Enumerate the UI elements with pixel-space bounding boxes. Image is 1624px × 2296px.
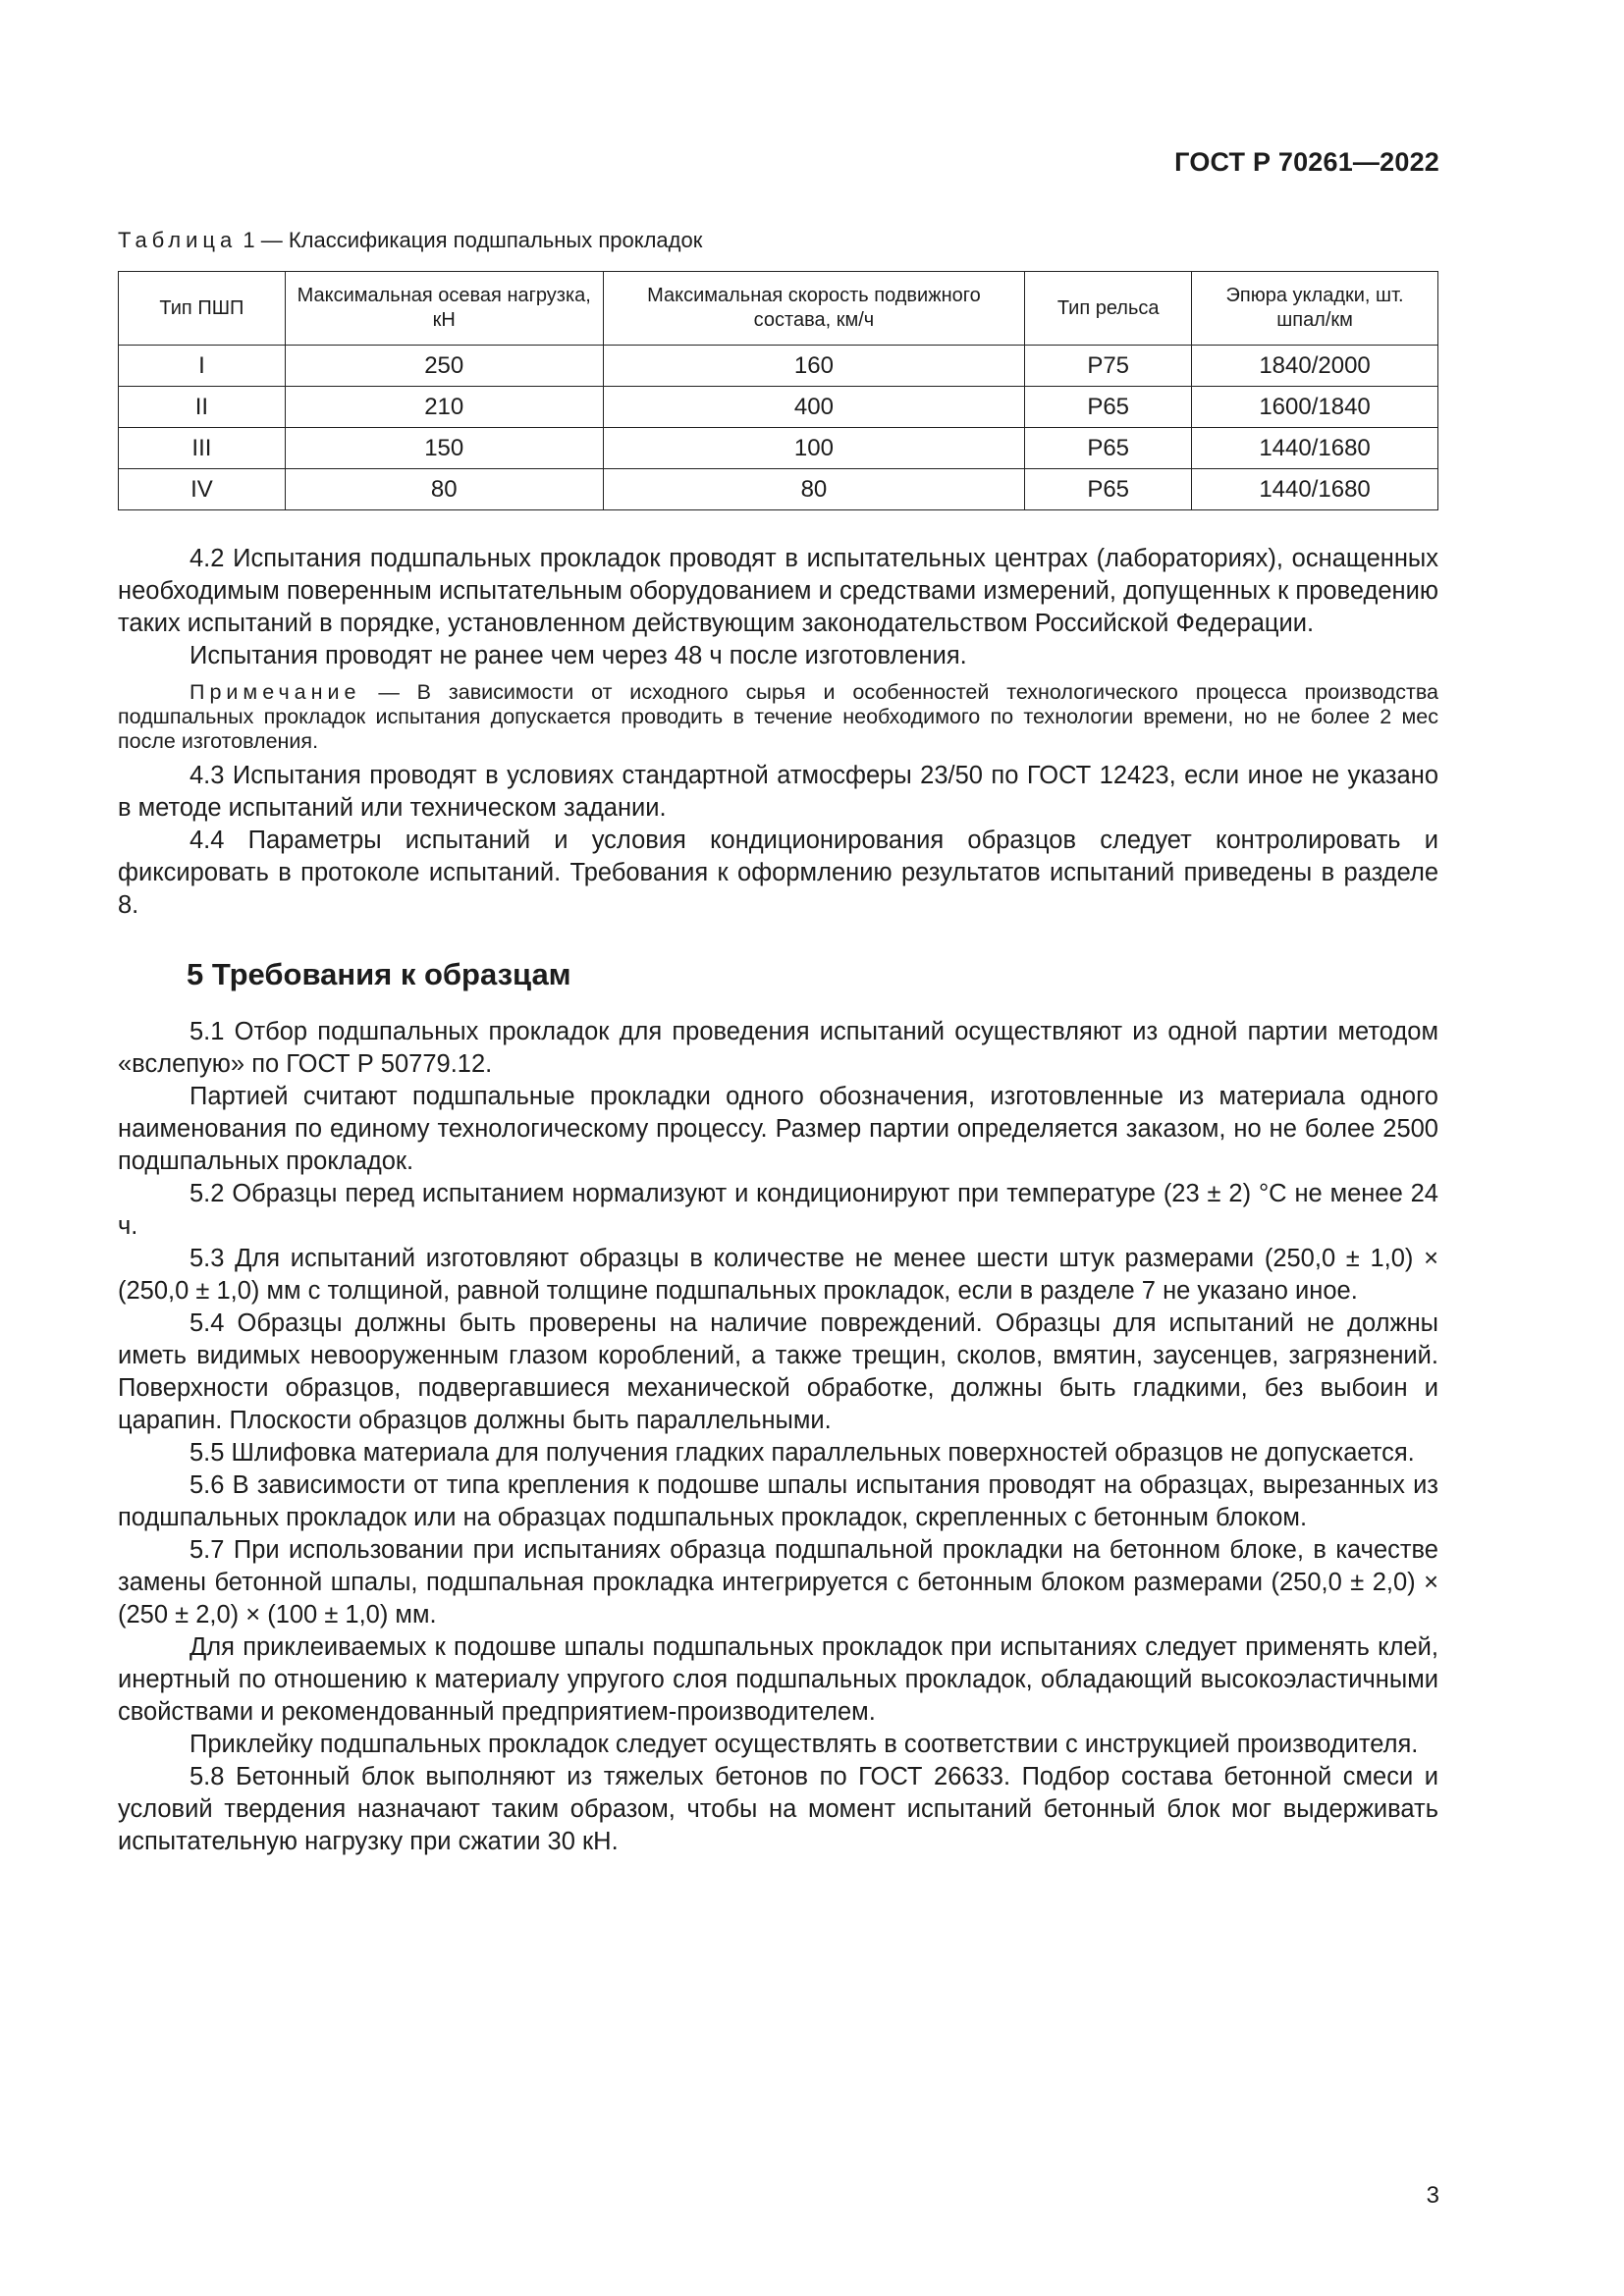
paragraph-4-4: 4.4 Параметры испытаний и условия кондиционирования образцов следует контролировать и фиксировать в протоколе испытаний. Требования к оформлению результатов испытаний приведены в разделе 8. xyxy=(118,827,1438,919)
page-number: 3 xyxy=(1426,2182,1439,2209)
table-cell: 150 xyxy=(285,428,603,469)
table-row xyxy=(119,387,1438,428)
table-cell: 1840/2000 xyxy=(1192,346,1438,387)
paragraph-4-2: 4.2 Испытания подшпальных прокладок проводят в испытательных центрах (лабораториях), оснащенных необходимым поверенным испытательным оборудованием и средствами измерений, допущенных к проведению таких испытаний в порядке, установленном действующим законодательством Российской Федерации. xyxy=(118,545,1438,637)
section-heading: 5 Требования к образцам xyxy=(187,957,571,991)
column-header: Тип рельса xyxy=(1025,272,1192,346)
paragraph-4-3: 4.3 Испытания проводят в условиях стандартной атмосферы 23/50 по ГОСТ 12423, если иное не указано в методе испытаний или техническом задании. xyxy=(118,762,1438,822)
table-row xyxy=(119,428,1438,469)
table-cell: I xyxy=(119,346,286,387)
note xyxy=(118,680,1438,754)
paragraph-5-1-continued: Партией считают подшпальные прокладки одного обозначения, изготовленные из материала одного наименования по единому технологическому процессу. Размер партии определяется заказом, но не более 2500 подшпальных прокладок. xyxy=(118,1083,1438,1175)
table-cell: Р65 xyxy=(1025,428,1192,469)
table-header-row xyxy=(119,272,1438,346)
table-row xyxy=(119,469,1438,510)
table-cell: III xyxy=(119,428,286,469)
paragraph-5-2: 5.2 Образцы перед испытанием нормализуют и кондиционируют при температуре (23 ± 2) °С не менее 24 ч. xyxy=(118,1180,1438,1240)
table-cell: Р65 xyxy=(1025,387,1192,428)
paragraph-5-7-gluing: Приклейку подшпальных прокладок следует осуществлять в соответствии с инструкцией производителя. xyxy=(189,1731,1419,1758)
classification-table xyxy=(118,271,1438,510)
column-header: Максимальная осевая нагрузка, кН xyxy=(285,272,603,346)
body-text xyxy=(118,543,1438,1858)
column-header: Тип ПШП xyxy=(119,272,286,346)
table-cell: IV xyxy=(119,469,286,510)
table-caption xyxy=(118,228,702,253)
paragraph-5-8: 5.8 Бетонный блок выполняют из тяжелых бетонов по ГОСТ 26633. Подбор состава бетонной смеси и условий твердения назначают таким образом, чтобы на момент испытаний бетонный блок мог выдерживать испытательную нагрузку при сжатии 30 кН. xyxy=(118,1763,1438,1855)
table-cell: 210 xyxy=(285,387,603,428)
paragraph-4-2-continued: Испытания проводят не ранее чем через 48 ч после изготовления. xyxy=(189,642,967,669)
table-cell: 1600/1840 xyxy=(1192,387,1438,428)
table-caption-title: 1 — Классификация подшпальных прокладок xyxy=(237,228,703,252)
paragraph-5-3: 5.3 Для испытаний изготовляют образцы в количестве не менее шести штук размерами (250,0 ± 1,0) × (250,0 ± 1,0) мм с толщиной, равной толщине подшпальных прокладок, если в разделе 7 не указано иное. xyxy=(118,1245,1438,1305)
paragraph-5-5: 5.5 Шлифовка материала для получения гладких параллельных поверхностей образцов не допускается. xyxy=(189,1439,1415,1467)
table-cell: Р75 xyxy=(1025,346,1192,387)
paragraph-5-4: 5.4 Образцы должны быть проверены на наличие повреждений. Образцы для испытаний не должны иметь видимых невооруженным глазом короблений, а также трещин, сколов, вмятин, заусенцев, загрязнений. Поверхности образцов, подвергавшиеся механической обработке, должны быть гладкими, без выбоин и царапин. Плоскости образцов должны быть параллельными. xyxy=(118,1309,1438,1434)
table-cell: 1440/1680 xyxy=(1192,469,1438,510)
table-cell: II xyxy=(119,387,286,428)
paragraph-5-7-adhesive: Для приклеиваемых к подошве шпалы подшпальных прокладок при испытаниях следует применять клей, инертный по отношению к материалу упругого слоя подшпальных прокладок, обладающий высокоэластичными свойствами и рекомендованный предприятием-производителем. xyxy=(118,1633,1438,1726)
table-cell: 400 xyxy=(603,387,1025,428)
table-cell: 80 xyxy=(603,469,1025,510)
paragraph-5-1: 5.1 Отбор подшпальных прокладок для проведения испытаний осуществляют из одной партии методом «вслепую» по ГОСТ Р 50779.12. xyxy=(118,1018,1438,1078)
table-cell: 160 xyxy=(603,346,1025,387)
table-cell: 100 xyxy=(603,428,1025,469)
table-caption-prefix: Таблица xyxy=(118,228,238,252)
table-cell: 250 xyxy=(285,346,603,387)
paragraph-5-6: 5.6 В зависимости от типа крепления к подошве шпалы испытания проводят на образцах, вырезанных из подшпальных прокладок или на образцах подшпальных прокладок, скрепленных с бетонным блоком. xyxy=(118,1471,1438,1531)
note-label: Примечание xyxy=(189,680,361,704)
table-cell: 80 xyxy=(285,469,603,510)
table-cell: Р65 xyxy=(1025,469,1192,510)
paragraph-5-7: 5.7 При использовании при испытаниях образца подшпальной прокладки на бетонном блоке, в качестве замены бетонной шпалы, подшпальная прокладка интегрируется с бетонным блоком размерами (250,0 ± 2,0) × (250 ± 2,0) × (100 ± 1,0) мм. xyxy=(118,1536,1438,1629)
table-cell: 1440/1680 xyxy=(1192,428,1438,469)
table-row xyxy=(119,346,1438,387)
column-header: Максимальная скорость подвижного состава, км/ч xyxy=(603,272,1025,346)
note-text: — В зависимости от исходного сырья и особенностей технологического процесса производства подшпальных прокладок испытания допускается проводить в течение необходимого по технологии времени, но не более 2 мес после изготовления. xyxy=(118,680,1438,753)
document-code: ГОСТ Р 70261—2022 xyxy=(1174,147,1439,177)
column-header: Эпюра укладки, шт. шпал/км xyxy=(1192,272,1438,346)
